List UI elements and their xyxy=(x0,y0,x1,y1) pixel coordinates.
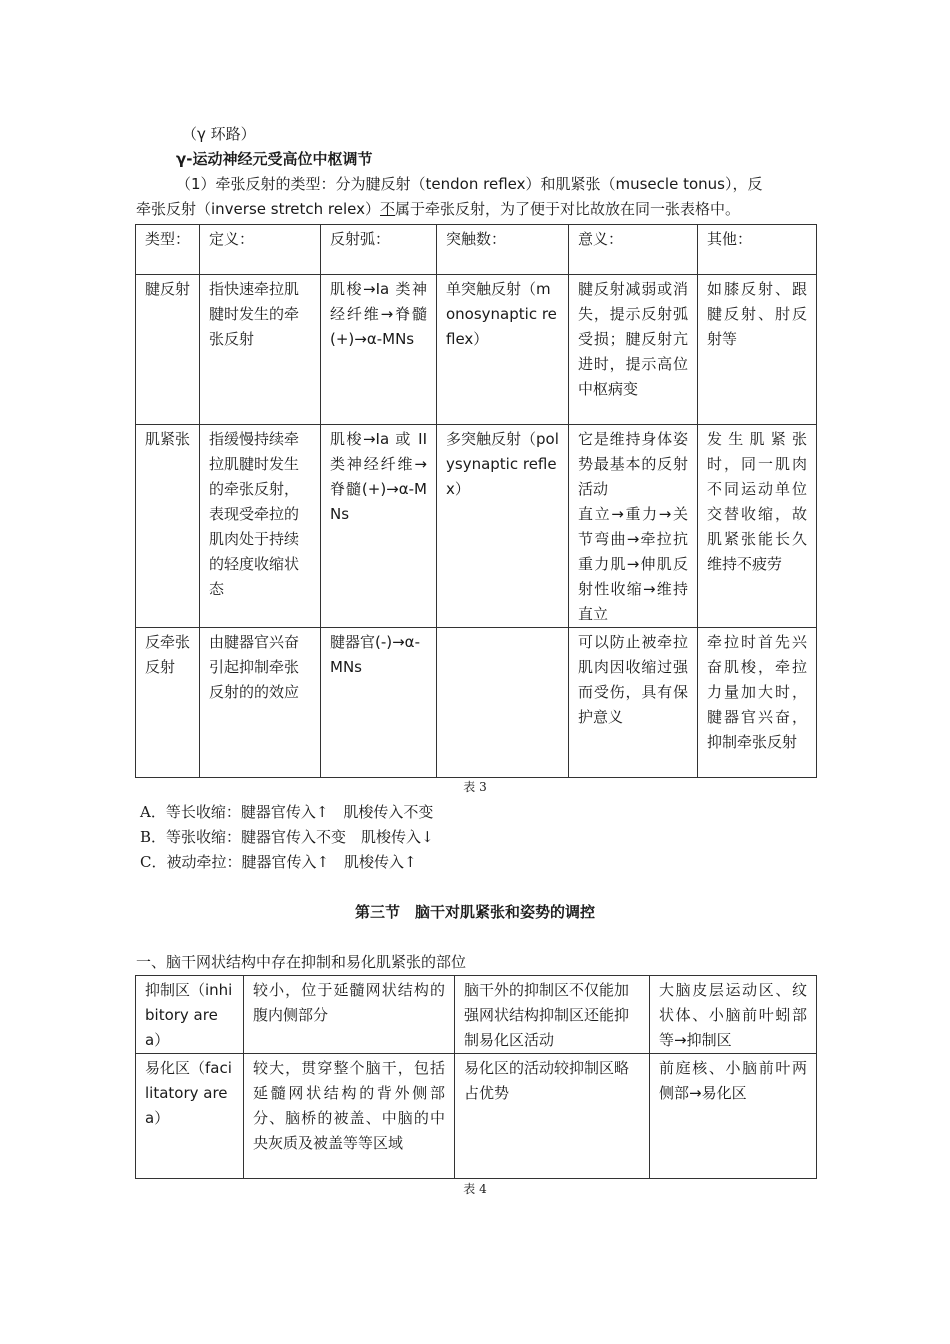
header-definition: 定义： xyxy=(200,225,321,275)
cell-note: 易化区的活动较抑制区略占优势 xyxy=(455,1054,650,1179)
cell-type: 反牵张反射 xyxy=(136,628,200,778)
cell-other: 牵拉时首先兴奋肌梭，牵拉力量加大时，腱器官兴奋，抑制牵张反射 xyxy=(698,628,817,778)
reflex-types-paragraph-line2 xyxy=(136,197,740,222)
list-item: B．等张收缩：腱器官传入不变 肌梭传入↓ xyxy=(140,828,434,846)
cell-synapses: 多突触反射（polysynaptic reflex） xyxy=(437,425,569,628)
cell-arc: 肌梭→Ia 或 II 类神经纤维→脊髓(+)→α-MNs xyxy=(321,425,437,628)
header-meaning: 意义： xyxy=(569,225,698,275)
meaning-text: 它是维持身体姿势最基本的反射活动 xyxy=(578,430,688,498)
underlined-not: 不 xyxy=(380,200,396,218)
subsection-title: 一、脑干网状结构中存在抑制和易化肌紧张的部位 xyxy=(136,953,467,971)
cell-meaning: 腱反射减弱或消失，提示反射弧受损；腱反射亢进时，提示高位中枢病变 xyxy=(569,275,698,425)
table-header-row xyxy=(136,225,817,275)
cell-desc: 较小，位于延髓网状结构的腹内侧部分 xyxy=(244,976,455,1054)
cell-arc: 腱器官(-)→α-MNs xyxy=(321,628,437,778)
cell-source: 前庭核、小脑前叶两侧部→易化区 xyxy=(650,1054,817,1179)
cell-note: 脑干外的抑制区不仅能加强网状结构抑制区还能抑制易化区活动 xyxy=(455,976,650,1054)
table-row xyxy=(136,275,817,425)
list-item: A．等长收缩：腱器官传入↑ 肌梭传入不变 xyxy=(140,803,434,821)
para-text-end: 属于牵张反射，为了便于对比故放在同一张表格中。 xyxy=(395,200,741,218)
cell-definition: 指缓慢持续牵拉肌腱时发生的牵张反射，表现受牵拉的肌肉处于持续的轻度收缩状态 xyxy=(200,425,321,628)
section-title: 第三节 脑干对肌紧张和姿势的调控 xyxy=(354,903,595,921)
list-item: C．被动牵拉：腱器官传入↑ 肌梭传入↑ xyxy=(140,853,417,871)
header-other: 其他： xyxy=(698,225,817,275)
cell-desc: 较大，贯穿整个脑干，包括延髓网状结构的背外侧部分、脑桥的被盖、中脑的中央灰质及被盖等等区域 xyxy=(244,1054,455,1179)
gamma-loop-label: （γ 环路） xyxy=(182,125,256,143)
cell-arc: 肌梭→Ia 类神经纤维→脊髓(+)→α-MNs xyxy=(321,275,437,425)
reflex-types-paragraph-line1: （1）牵张反射的类型：分为腱反射（tendon reflex）和肌紧张（musecle tonus），反 xyxy=(176,175,763,193)
stretch-reflex-table xyxy=(135,224,817,778)
cell-definition: 指快速牵拉肌腱时发生的牵张反射 xyxy=(200,275,321,425)
cell-type: 腱反射 xyxy=(136,275,200,425)
table-row xyxy=(136,628,817,778)
cell-area: 易化区（facilitatory area） xyxy=(136,1054,244,1179)
cell-other: 发生肌紧张时，同一肌肉不同运动单位交替收缩，故肌紧张能长久维持不疲劳 xyxy=(698,425,817,628)
brainstem-table xyxy=(135,975,817,1179)
table-row xyxy=(136,425,817,628)
cell-area: 抑制区（inhibitory area） xyxy=(136,976,244,1054)
gamma-regulation-heading: γ-运动神经元受高位中枢调节 xyxy=(176,150,373,168)
cell-other: 如膝反射、跟腱反射、肘反射等 xyxy=(698,275,817,425)
para-text-start: 牵张反射（inverse stretch relex） xyxy=(136,200,380,218)
table-row xyxy=(136,1054,817,1179)
cell-type: 肌紧张 xyxy=(136,425,200,628)
header-synapses: 突触数： xyxy=(437,225,569,275)
table4-caption: 表 4 xyxy=(463,1182,487,1196)
meaning-chain: 直立→重力→关节弯曲→牵拉抗重力肌→伸肌反射性收缩→维持直立 xyxy=(578,505,688,623)
header-type: 类型： xyxy=(136,225,200,275)
cell-synapses: 单突触反射（monosynaptic reflex） xyxy=(437,275,569,425)
cell-source: 大脑皮层运动区、纹状体、小脑前叶蚓部等→抑制区 xyxy=(650,976,817,1054)
table3-caption: 表 3 xyxy=(463,780,487,794)
table-row xyxy=(136,976,817,1054)
cell-meaning: 可以防止被牵拉肌肉因收缩过强而受伤，具有保护意义 xyxy=(569,628,698,778)
cell-meaning xyxy=(569,425,698,628)
cell-definition: 由腱器官兴奋引起抑制牵张反射的的效应 xyxy=(200,628,321,778)
header-arc: 反射弧： xyxy=(321,225,437,275)
cell-synapses xyxy=(437,628,569,778)
